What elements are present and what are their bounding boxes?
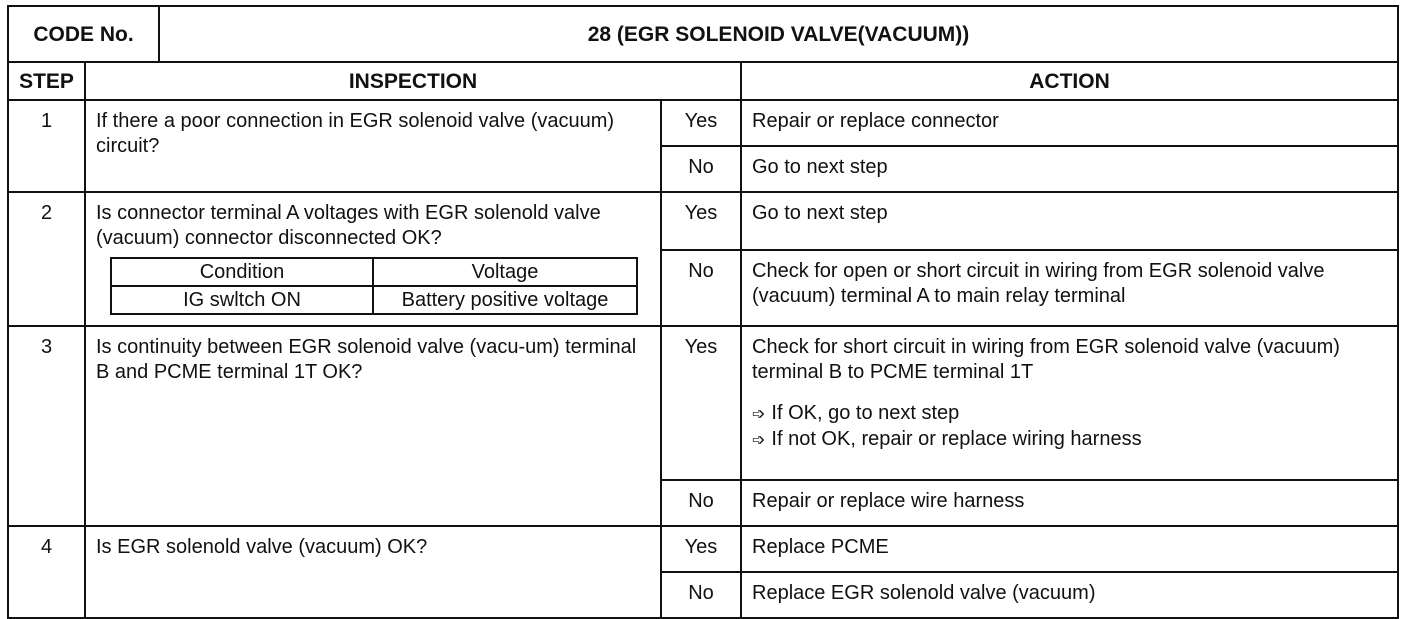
step-3-yes-row (8, 326, 1398, 480)
yes-action: Go to next step (741, 192, 1398, 250)
step-number: 3 (8, 326, 85, 526)
condition-value: IG swltch ON (111, 286, 373, 314)
yes-label: Yes (661, 326, 741, 480)
action-note-ok (752, 401, 1389, 427)
yes-action: Repair or replace connector (741, 100, 1398, 146)
no-label: No (661, 250, 741, 326)
diagnostic-procedure-sheet (7, 5, 1397, 619)
condition-table-row (111, 286, 637, 314)
code-title: 28 (EGR SOLENOID VALVE(VACUUM)) (159, 6, 1398, 62)
voltage-value: Battery positive voltage (373, 286, 637, 314)
voltage-header: Voltage (373, 258, 637, 286)
condition-voltage-table (110, 257, 638, 315)
step-2-yes-row (8, 192, 1398, 250)
no-label: No (661, 572, 741, 618)
yes-action: Replace PCME (741, 526, 1398, 572)
yes-label: Yes (661, 526, 741, 572)
note-ok-text: If OK, go to next step (771, 402, 960, 424)
yes-label: Yes (661, 192, 741, 250)
yes-label: Yes (661, 100, 741, 146)
column-header-row (8, 62, 1398, 100)
step-column-header: STEP (8, 62, 85, 100)
step-number: 2 (8, 192, 85, 326)
no-label: No (661, 146, 741, 192)
condition-table-header-row (111, 258, 637, 286)
step-4-yes-row (8, 526, 1398, 572)
step-inspection: Is EGR solenold valve (vacuum) OK? (85, 526, 661, 618)
right-arrow-icon: ➩ (752, 406, 766, 423)
diagnostic-table (7, 5, 1399, 619)
yes-action: Check for short circuit in wiring from EGR solenoid valve (vacuum) terminal B to PCME terminal 1T (752, 336, 1340, 383)
yes-action-cell (741, 326, 1398, 480)
inspection-column-header: INSPECTION (85, 62, 741, 100)
no-action: Go to next step (741, 146, 1398, 192)
step-inspection: Is continuity between EGR solenoid valve (vacu-um) terminal B and PCME terminal 1T OK? (85, 326, 661, 526)
condition-header: Condition (111, 258, 373, 286)
step-number: 1 (8, 100, 85, 192)
step-number: 4 (8, 526, 85, 618)
no-label: No (661, 480, 741, 526)
code-label: CODE No. (8, 6, 159, 62)
step-inspection: If there a poor connection in EGR solenoid valve (vacuum) circuit? (85, 100, 661, 192)
step-1-yes-row (8, 100, 1398, 146)
code-header-row (8, 6, 1398, 62)
action-note-not-ok (752, 427, 1389, 453)
note-not-ok-text: If not OK, repair or replace wiring harness (771, 428, 1142, 450)
no-action: Repair or replace wire harness (741, 480, 1398, 526)
no-action: Replace EGR solenold valve (vacuum) (741, 572, 1398, 618)
step-inspection: Is connector terminal A voltages with EGR solenold valve (vacuum) connector disconnected OK? (96, 202, 601, 249)
no-action: Check for open or short circuit in wiring from EGR solenoid valve (vacuum) terminal A to main relay terminal (741, 250, 1398, 326)
step-inspection-cell (85, 192, 661, 326)
action-column-header: ACTION (741, 62, 1398, 100)
right-arrow-icon: ➩ (752, 432, 766, 449)
